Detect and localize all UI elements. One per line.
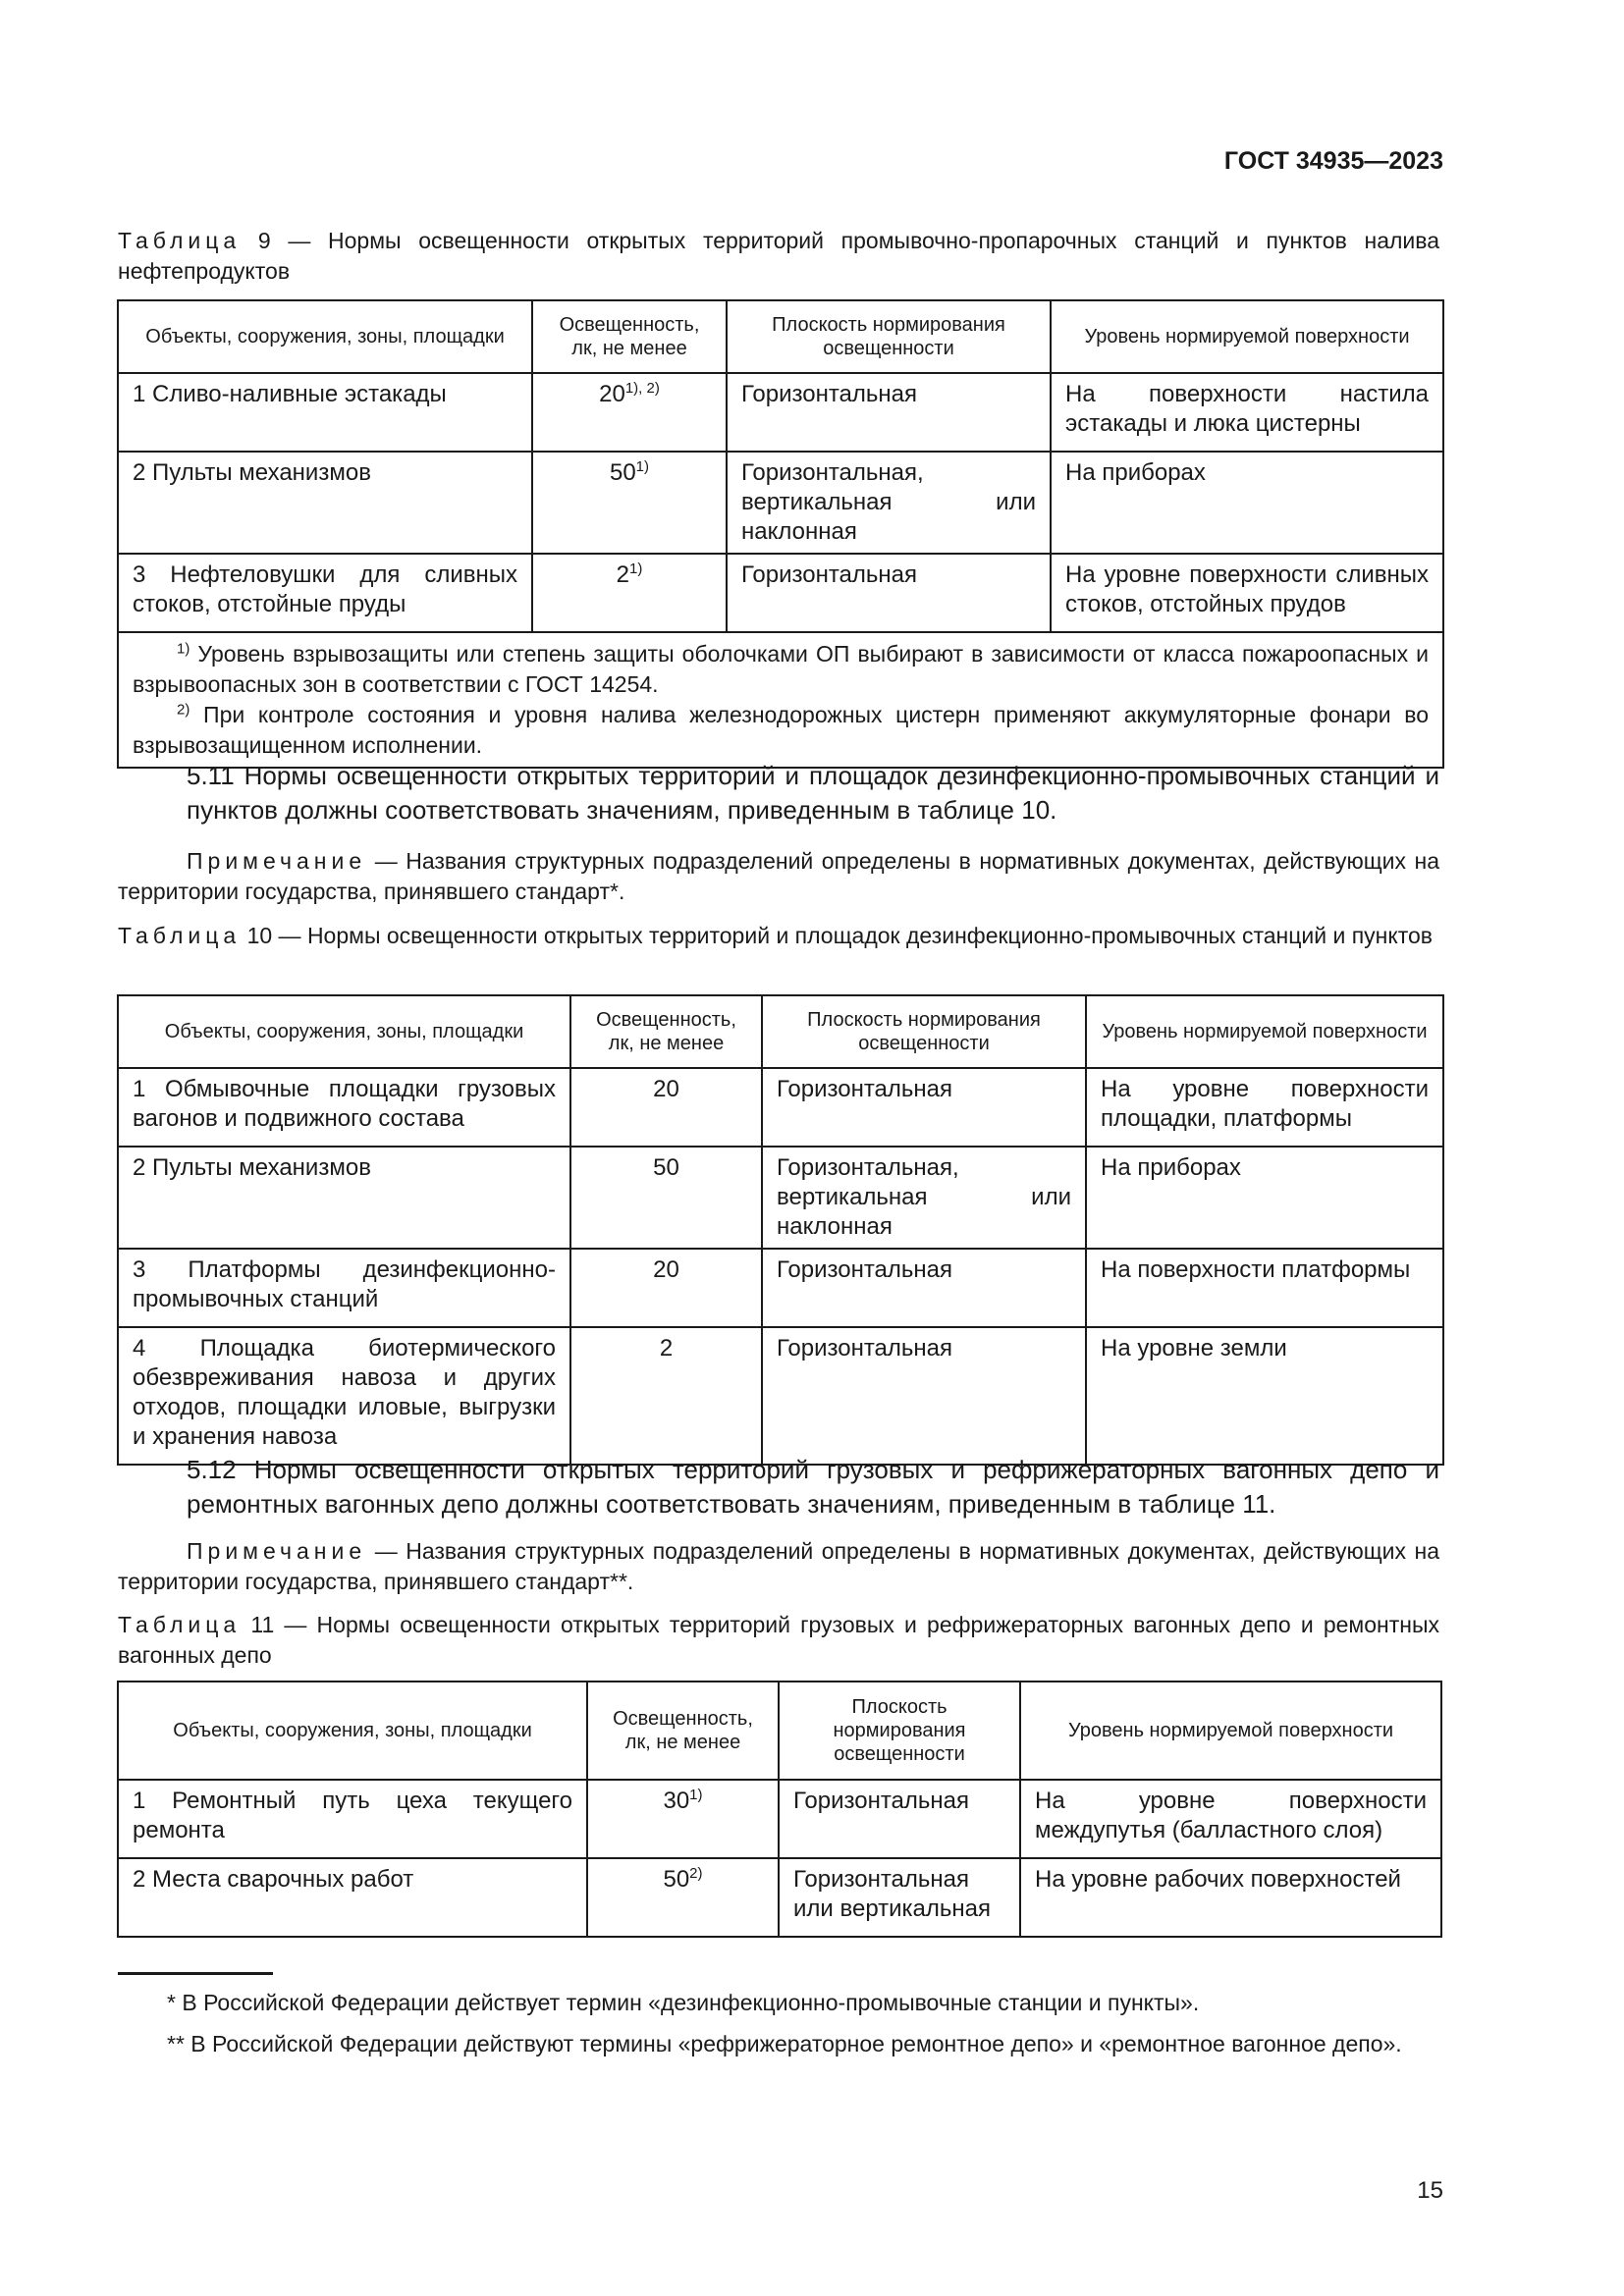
table11-header-cell: Освещенность, лк, не менее [587, 1682, 779, 1780]
footnote-separator [118, 1972, 273, 1975]
lux-cell: 2 [570, 1327, 762, 1465]
footnote: * В Российской Федерации действует термин «дезинфекционно-промывочные станции и пункты». [167, 1990, 1200, 2015]
plane-cell: Горизонтальная, вертикальная или наклонная [727, 452, 1051, 554]
object-cell: 1 Ремонтный путь цеха текущего ремонта [118, 1780, 587, 1858]
table10-header-cell: Плоскость нормирования освещенности [762, 995, 1086, 1068]
table-row [118, 1249, 1443, 1327]
plane-cell: Горизонтальная [762, 1249, 1086, 1327]
section-5-12-note [118, 1536, 1439, 1597]
level-cell: На поверхности платформы [1086, 1249, 1443, 1327]
level-cell: На приборах [1086, 1147, 1443, 1249]
object-cell: 4 Площадка биотермического обезвреживания навоза и других отходов, площадки иловые, выгрузки и хранения навоза [118, 1327, 570, 1465]
table-row [118, 1147, 1443, 1249]
table11-title: 11 — Нормы освещенности открытых территорий грузовых и рефрижераторных вагонных депо и ремонтных вагонных депо [118, 1612, 1439, 1668]
table11-caption [118, 1610, 1439, 1671]
object-cell: 1 Обмывочные площадки грузовых вагонов и подвижного состава [118, 1068, 570, 1147]
note-label: Примечание [187, 848, 367, 874]
table10-header-cell: Уровень нормируемой поверхности [1086, 995, 1443, 1068]
lux-cell: 50$^{2)}$ [587, 1858, 779, 1937]
section-5-12-text: 5.12 Нормы освещенности открытых территорий грузовых и рефрижераторных вагонных депо и ремонтных вагонных депо должны соответствовать значениям, приведенным в таблице 11. [187, 1455, 1439, 1519]
lux-cell: 20 [570, 1249, 762, 1327]
plane-cell: Горизонтальная [727, 554, 1051, 632]
object-cell: 2 Пульты механизмов [118, 452, 532, 554]
table9-footnote: $^{2)}$ При контроле состояния и уровня налива железнодорожных цистерн применяют аккумуляторные фонари во взрывозащищенном исполнении. [133, 701, 1429, 758]
table-row [118, 373, 1443, 452]
table9-header-cell: Уровень нормируемой поверхности [1051, 300, 1443, 373]
object-cell: 3 Нефтеловушки для сливных стоков, отстойные пруды [118, 554, 532, 632]
object-cell: 3 Платформы дезинфекционно-промывочных станций [118, 1249, 570, 1327]
object-cell: 2 Пульты механизмов [118, 1147, 570, 1249]
section-5-11-note [118, 846, 1439, 907]
object-cell: 1 Сливо-наливные эстакады [118, 373, 532, 452]
level-cell: На приборах [1051, 452, 1443, 554]
table10-caption [118, 921, 1439, 951]
table9-header-cell: Объекты, сооружения, зоны, площадки [118, 300, 532, 373]
note-label: Примечание [187, 1538, 367, 1564]
table10-title: 10 — Нормы освещенности открытых территорий и площадок дезинфекционно-промывочных станций и пунктов [246, 923, 1433, 948]
table9-caption [118, 226, 1439, 287]
table11-header-cell: Уровень нормируемой поверхности [1020, 1682, 1441, 1780]
table11 [117, 1681, 1442, 1938]
table11-header-cell: Плоскость нормирования освещенности [779, 1682, 1020, 1780]
level-cell: На уровне рабочих поверхностей [1020, 1858, 1441, 1937]
page-number: 15 [1417, 2177, 1443, 2204]
level-cell: На уровне поверхности междупутья (балластного слоя) [1020, 1780, 1441, 1858]
table9-header-cell: Освещенность, лк, не менее [532, 300, 727, 373]
note-text: — Названия структурных подразделений определены в нормативных документах, действующих на территории государства, принявшего стандарт**. [118, 1538, 1440, 1594]
lux-cell: $20^{1), 2)}$ [532, 373, 727, 452]
lux-cell: 20 [570, 1068, 762, 1147]
table9-footnote: $^{1)}$ Уровень взрывозащиты или степень защиты оболочками ОП выбирают в зависимости от класса пожароопасных и взрывоопасных зон в соответствии с ГОСТ 14254. [133, 640, 1429, 697]
plane-cell: Горизонтальная [727, 373, 1051, 452]
table9-header-cell: Плоскость нормирования освещенности [727, 300, 1051, 373]
level-cell: На уровне поверхности площадки, платформы [1086, 1068, 1443, 1147]
section-5-11-text: 5.11 Нормы освещенности открытых территорий и площадок дезинфекционно-промывочных станций и пунктов должны соответствовать значениям, приведенным в таблице 10. [187, 761, 1439, 825]
level-cell: На поверхности настила эстакады и люка цистерны [1051, 373, 1443, 452]
lux-cell: 2$^{1)}$ [532, 554, 727, 632]
table11-header-cell: Объекты, сооружения, зоны, площадки [118, 1682, 587, 1780]
plane-cell: Горизонтальная или вертикальная [779, 1858, 1020, 1937]
table-row [118, 1327, 1443, 1465]
lux-cell: 50 [570, 1147, 762, 1249]
note-text: — Названия структурных подразделений определены в нормативных документах, действующих на территории государства, принявшего стандарт*. [118, 848, 1440, 904]
table9-label: Таблица [118, 228, 242, 253]
document-code: ГОСТ 34935—2023 [1223, 147, 1443, 175]
table11-label: Таблица [118, 1612, 242, 1637]
table10-header-row [118, 995, 1443, 1068]
lux-cell: 50$^{1)}$ [532, 452, 727, 554]
plane-cell: Горизонтальная, вертикальная или наклонная [762, 1147, 1086, 1249]
table10 [117, 994, 1444, 1466]
section-5-12 [118, 1453, 1439, 1522]
table-row [118, 554, 1443, 632]
lux-cell: 30$^{1)}$ [587, 1780, 779, 1858]
table11-header-row [118, 1682, 1441, 1780]
table10-header-cell: Объекты, сооружения, зоны, площадки [118, 995, 570, 1068]
table10-label: Таблица [118, 923, 242, 948]
footnote: ** В Российской Федерации действуют термины «рефрижераторное ремонтное депо» и «ремонтное вагонное депо». [167, 2031, 1402, 2056]
table-row [118, 1780, 1441, 1858]
section-5-11 [118, 759, 1439, 828]
table-row [118, 452, 1443, 554]
table-row [118, 1858, 1441, 1937]
table9 [117, 299, 1444, 769]
table-row [118, 1068, 1443, 1147]
table9-footnotes [118, 632, 1443, 768]
plane-cell: Горизонтальная [762, 1068, 1086, 1147]
level-cell: На уровне поверхности сливных стоков, отстойных прудов [1051, 554, 1443, 632]
plane-cell: Горизонтальная [762, 1327, 1086, 1465]
table9-header-row [118, 300, 1443, 373]
object-cell: 2 Места сварочных работ [118, 1858, 587, 1937]
level-cell: На уровне земли [1086, 1327, 1443, 1465]
table9-title: 9 — Нормы освещенности открытых территорий промывочно-пропарочных станций и пунктов налива нефтепродуктов [118, 228, 1440, 284]
plane-cell: Горизонтальная [779, 1780, 1020, 1858]
table9-footnotes-row [118, 632, 1443, 768]
table10-header-cell: Освещенность, лк, не менее [570, 995, 762, 1068]
